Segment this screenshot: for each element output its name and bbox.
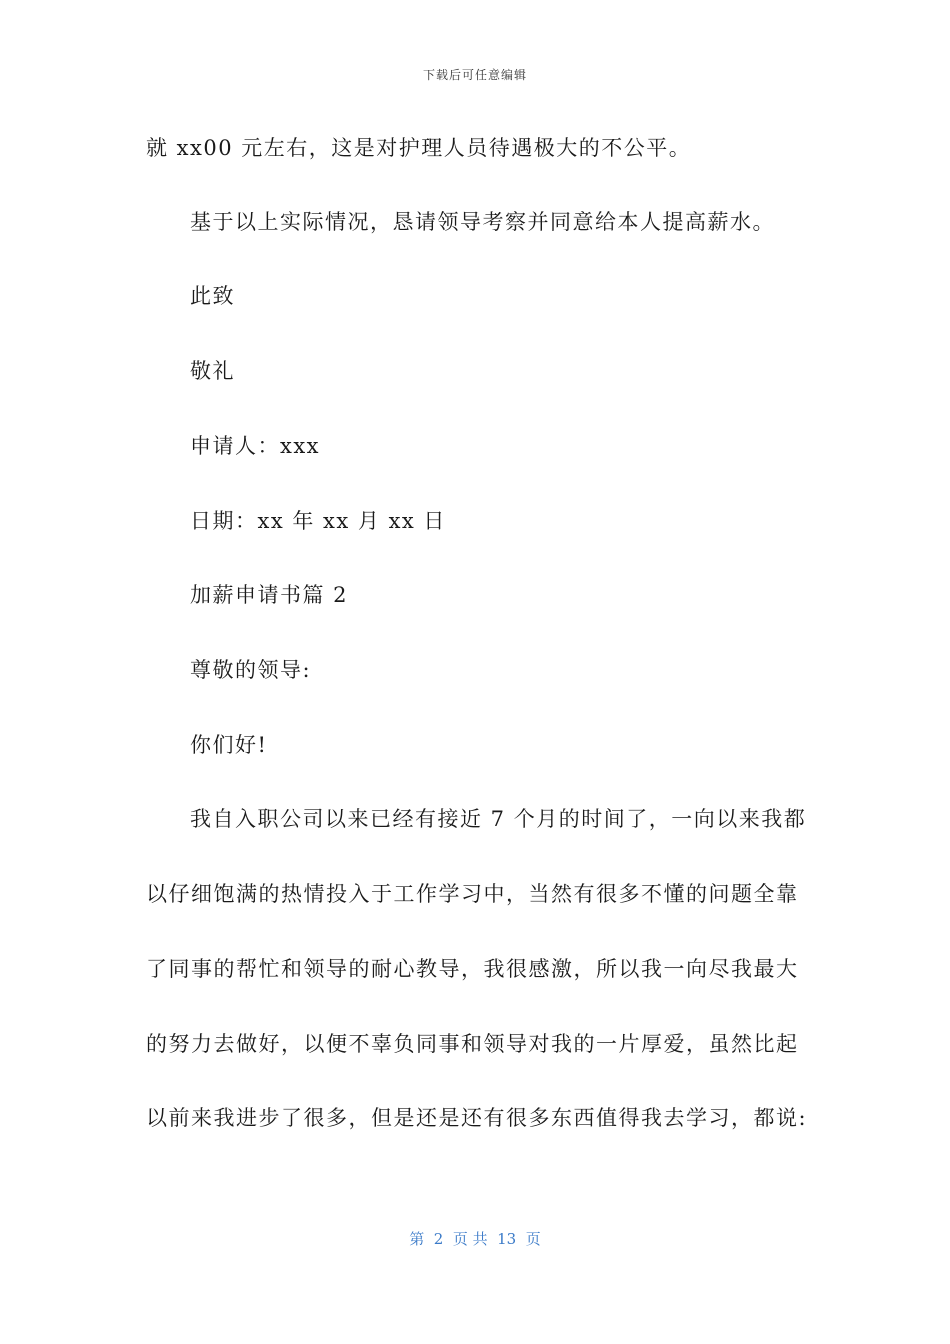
text-line-14: 以前来我进步了很多，但是还是还有很多东西值得我去学习，都说:: [146, 1106, 808, 1130]
text-line-2: 基于以上实际情况，恳请领导考察并同意给本人提高薪水。: [190, 210, 775, 234]
date-line: 日期：xx 年 xx 月 xx 日: [190, 509, 446, 533]
page-header: 下载后可任意编辑: [422, 68, 527, 82]
text-line-10: 我自入职公司以来已经有接近 7 个月的时间了，一向以来我都: [190, 807, 807, 831]
text-line-1: 就 xx00 元左右，这是对护理人员待遇极大的不公平。: [146, 136, 692, 160]
section-title: 加薪申请书篇 2: [190, 583, 349, 607]
hello-line: 你们好!: [190, 733, 268, 757]
text-line-11: 以仔细饱满的热情投入于工作学习中，当然有很多不懂的问题全靠: [146, 882, 799, 906]
page-footer: 第 2 页 共 13 页: [409, 1230, 541, 1248]
closing-regards: 敬礼: [190, 359, 235, 383]
greeting-line: 尊敬的领导:: [190, 658, 312, 682]
closing-salutation: 此致: [190, 284, 235, 308]
applicant-line: 申请人：xxx: [190, 434, 321, 458]
text-line-12: 了同事的帮忙和领导的耐心教导，我很感激，所以我一向尽我最大: [146, 957, 799, 981]
text-line-13: 的努力去做好，以便不辜负同事和领导对我的一片厚爱，虽然比起: [146, 1032, 799, 1056]
